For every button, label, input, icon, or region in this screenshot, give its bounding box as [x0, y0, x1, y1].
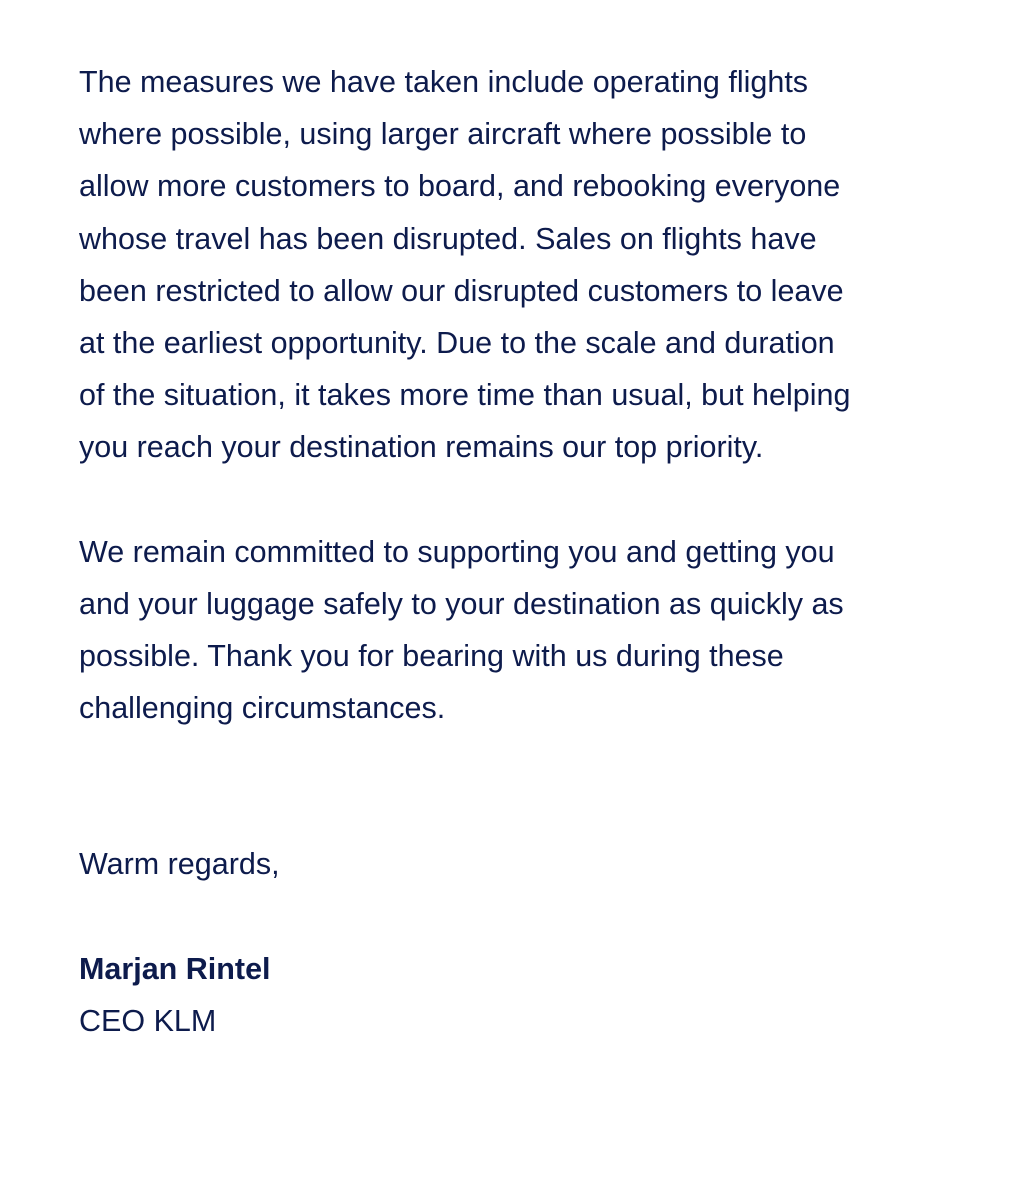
paragraph-line: you reach your destination remains our top priority. — [79, 430, 764, 465]
paragraph-line: where possible, using larger aircraft where possible to — [79, 117, 807, 152]
closing-spacer — [79, 734, 959, 838]
paragraph-line: We remain committed to supporting you and getting you — [79, 534, 835, 569]
signature-block — [79, 943, 959, 1047]
paragraph-line: challenging circumstances. — [79, 691, 446, 726]
letter-body — [79, 56, 959, 1047]
paragraph-spacer — [79, 474, 959, 526]
closing-salutation: Warm regards, — [79, 847, 280, 882]
paragraph-commitment — [79, 526, 959, 735]
signer-title: CEO KLM — [79, 1003, 217, 1038]
paragraph-line: at the earliest opportunity. Due to the scale and duration — [79, 326, 835, 361]
paragraph-line: possible. Thank you for bearing with us during these — [79, 639, 784, 674]
paragraph-line: whose travel has been disrupted. Sales on flights have — [79, 221, 817, 256]
paragraph-measures — [79, 56, 959, 474]
paragraph-line: and your luggage safely to your destination as quickly as — [79, 586, 844, 621]
signature-spacer — [79, 891, 959, 943]
signer-name: Marjan Rintel — [79, 951, 271, 986]
paragraph-line: of the situation, it takes more time than usual, but helping — [79, 378, 851, 413]
paragraph-line: allow more customers to board, and rebooking everyone — [79, 169, 841, 204]
paragraph-line: The measures we have taken include operating flights — [79, 65, 809, 99]
paragraph-line: been restricted to allow our disrupted customers to leave — [79, 273, 844, 308]
